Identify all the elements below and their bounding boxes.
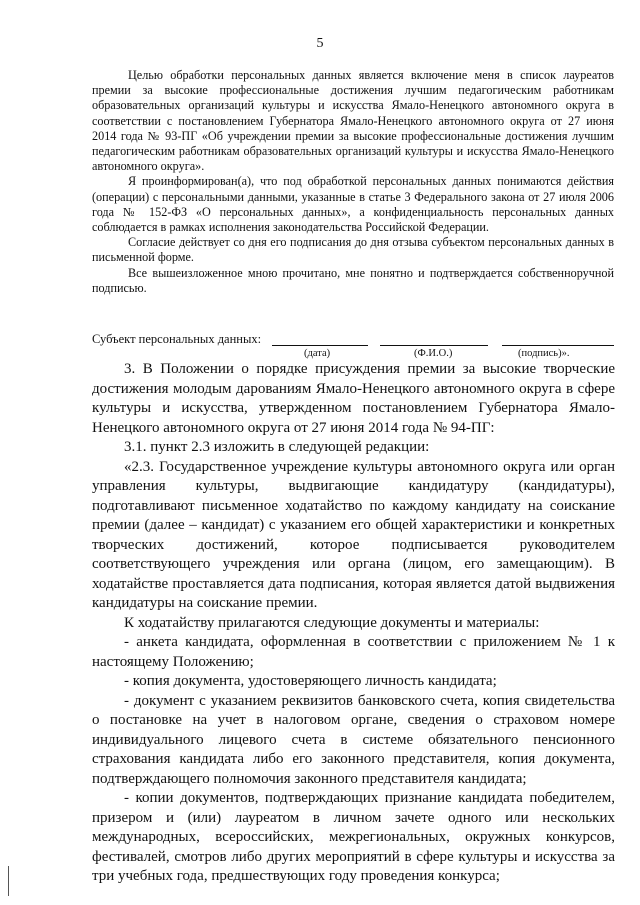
date-caption: (дата) bbox=[304, 348, 331, 359]
main-paragraph: 3.1. пункт 2.3 изложить в следующей редакции: bbox=[124, 439, 430, 455]
consent-paragraph: Все вышеизложенное мною прочитано, мне понятно и подтверждается собственноручной подписью. bbox=[92, 265, 614, 295]
sign-caption: (подпись)». bbox=[518, 348, 570, 359]
signature-label: Субъект персональных данных: bbox=[92, 332, 262, 346]
main-paragraph: - копии документов, подтверждающих признание кандидата победителем, призером и (или) лауреатом в личном зачете одного или нескольких международных, всероссийских, межрегиональных, окружных конкурсов, фестивалей, смотров либо других мероприятий в сфере культуры и искусства за три учебных года, предшествующих году проведения конкурса; bbox=[92, 790, 615, 884]
main-text bbox=[92, 360, 615, 887]
date-blank bbox=[272, 345, 368, 346]
consent-paragraph: Согласие действует со дня его подписания до дня отзыва субъектом персональных данных в письменной форме. bbox=[92, 235, 614, 265]
signature-line bbox=[92, 332, 622, 362]
consent-paragraph: Целью обработки персональных данных является включение меня в список лауреатов премии за высокие профессиональные достижения лучшим педагогическим работникам образовательных организаций культуры и искусства Ямало-Ненецкого автономного округа в соответствии с постановлением Губернатора Ямало-Ненецкого автономного округа от 27 июня 2014 года № 93-ПГ «Об учреждении премии за высокие профессиональные достижения лучшим педагогическим работникам образовательных организаций культуры и искусства Ямало-Ненецкого автономного округа». bbox=[92, 68, 614, 174]
main-paragraph: К ходатайству прилагаются следующие документы и материалы: bbox=[124, 614, 540, 631]
page-number: 5 bbox=[316, 36, 324, 51]
main-paragraph: 3. В Положении о порядке присуждения премии за высокие творческие достижения молодым дарованиям Ямало-Ненецкого автономного округа в сфере культуры и искусства, утвержденном постановлением Губернатора Ямало-Ненецкого автономного округа от 27 июня 2014 года № 94-ПГ: bbox=[92, 361, 615, 436]
main-paragraph: - анкета кандидата, оформленная в соответствии с приложением № 1 к настоящему Положению; bbox=[92, 634, 615, 670]
name-blank bbox=[380, 345, 488, 346]
name-caption: (Ф.И.О.) bbox=[414, 348, 453, 359]
consent-paragraph: Я проинформирован(а), что под обработкой персональных данных понимаются действия (операции) с персональными данными, указанные в статье 3 Федерального закона от 27 июля 2006 года № 152-ФЗ «О персональных данных», а конфиденциальность персональных данных соблюдается в рамках исполнения законодательства Российской Федерации. bbox=[92, 174, 614, 235]
main-paragraph: - документ с указанием реквизитов банковского счета, копия свидетельства о постановке на учет в налоговом органе, сведения о страховом номере индивидуального лицевого счета в системе обязательного пенсионного страхования кандидата либо его законного представителя, копия документа, подтверждающего полномочия законного представителя кандидата; bbox=[92, 692, 615, 787]
consent-block bbox=[92, 68, 614, 296]
margin-mark bbox=[8, 866, 9, 896]
main-paragraph: - копия документа, удостоверяющего личность кандидата; bbox=[124, 673, 497, 689]
sign-blank bbox=[502, 345, 614, 346]
main-paragraph: «2.3. Государственное учреждение культуры автономного округа или орган управления культуры, выдвигающие кандидатуру (кандидатуры), подготавливают письменное ходатайство по каждому кандидату на соискание премии (далее – кандидат) с указанием его общей характеристики и конкретных творческих достижений, которое подписывается руководителем соответствующего учреждения или органа (лицом, его замещающим). В ходатайстве проставляется дата подписания, которая является датой выдвижения кандидатуры на соискание премии. bbox=[92, 458, 615, 611]
